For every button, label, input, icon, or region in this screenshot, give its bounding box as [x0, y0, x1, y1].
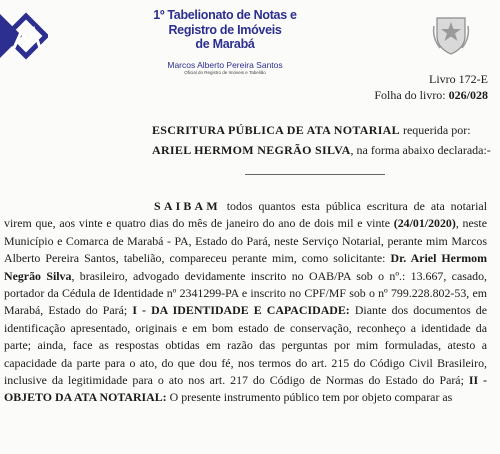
title-divider	[245, 174, 385, 175]
notary-logo-icon	[0, 6, 48, 76]
solicitante-name: Dr. Ariel Hermom Negrão Silva	[4, 251, 487, 283]
office-title-line1: 1º Tabelionato de Notas e	[153, 8, 297, 22]
office-title-line3: de Marabá	[195, 37, 255, 51]
deed-body	[4, 198, 487, 407]
deed-title-requested: requerida por:	[399, 123, 471, 137]
body-text-4: Diante dos documentos de identificação apresentado, originais e em bom estado de conservação, reconheço a identidade da parte; ainda, face as respostas obtidas em razão das perguntas por mim formuladas, atesto a capacidade da parte para o ato, do que dou fé, nos termos do art. 215 do Código Civil Brasileiro, inclusive da legitimidade para o ato nos art. 217 do Código de Normas do Estado do Pará;	[4, 303, 488, 388]
body-text-5: O presente instrumento público tem por objeto comparar as	[166, 390, 453, 405]
tabeliao-name: Marcos Alberto Pereira Santos	[167, 60, 283, 70]
book-number: Livro 172-E	[429, 72, 488, 86]
section-object-heading: II - OBJETO DA ATA NOTARIAL:	[4, 373, 488, 405]
body-text-2: , neste Município e Comarca de Marabá - PA, Estado do Pará, neste Serviço Notarial, perante mim Marcos Alberto Pereira Santos, tabelião, compareceu perante mim, como solicitante:	[4, 216, 487, 266]
body-text-3: , brasileiro, advogado devidamente inscrito no OAB/PA sob o nº.: 13.667, casado, portador da Cédula de Identidade nº 2341299-PA e inscrito no CPF/MF sob o nº 799.228.802-53, em Marabá, Estado do Pará;	[4, 268, 487, 318]
requester-name: ARIEL HERMOM NEGRÃO SILVA	[152, 143, 351, 157]
book-page-label: Folha do livro:	[374, 88, 449, 102]
deed-title-tail: , na forma abaixo declarada:-	[350, 143, 491, 157]
section-identity-heading: I - DA IDENTIDADE E CAPACIDADE:	[132, 303, 350, 318]
book-page	[374, 87, 488, 103]
deed-title-main: ESCRITURA PÚBLICA DE ATA NOTARIAL	[152, 123, 400, 137]
deed-date: (24/01/2020)	[393, 216, 456, 231]
book-page-value: 026/028	[448, 88, 488, 102]
deed-title	[152, 120, 492, 160]
body-text-1: todos quantos esta pública escritura de ata notarial virem que, aos vinte e quatro dias do mês de janeiro do ano de dois mil e vinte	[4, 199, 487, 231]
deed-paragraph	[4, 198, 487, 407]
book-reference	[374, 71, 488, 103]
tabeliao-role: Oficial do Registro de Imóveis e Tabelião	[184, 70, 266, 75]
office-title-line2: Registro de Imóveis	[168, 23, 282, 37]
saibam-heading: SAIBAM	[154, 199, 221, 213]
office-header	[150, 8, 300, 76]
state-coat-of-arms-icon	[432, 12, 470, 56]
